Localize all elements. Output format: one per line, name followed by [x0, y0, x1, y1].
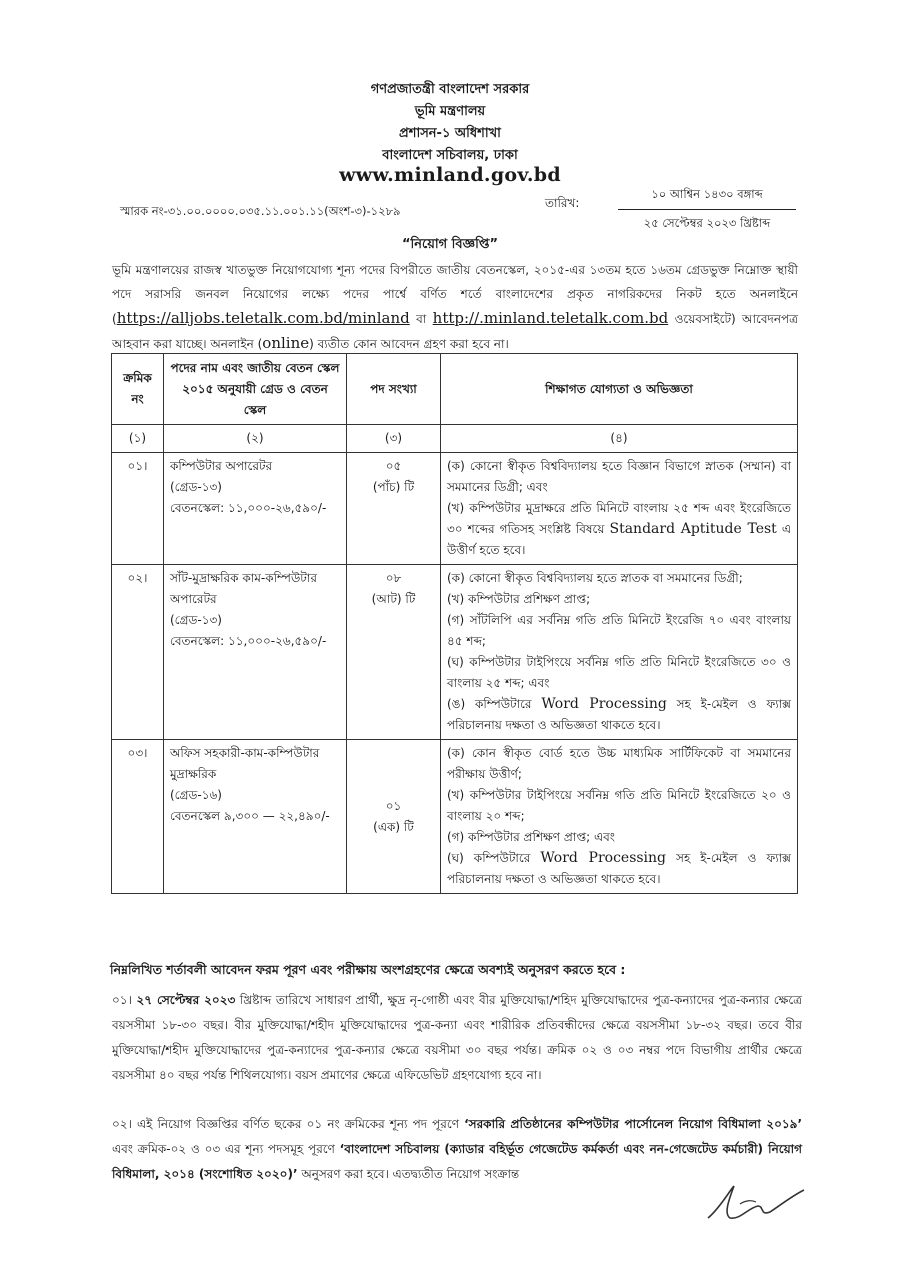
post-grade: (গ্রেড-১৩) [170, 480, 222, 494]
qual-text: (ঙ) কম্পিউটারে [447, 697, 542, 711]
term-text: এবং ক্রমিক-০২ ও ০৩ এর শূন্য পদসমূহ পূরণে [112, 1142, 340, 1156]
qual-item: (গ) কম্পিউটার প্রশিক্ষণ প্রাপ্ত; এবং [447, 830, 615, 844]
qual-item [447, 694, 791, 736]
table-row [112, 565, 798, 740]
row-qualification [441, 740, 798, 894]
count-words: (পাঁচ) টি [372, 480, 415, 494]
post-name: অফিস সহকারী-কাম-কম্পিউটার মুদ্রাক্ষরিক [170, 746, 320, 781]
qual-item [447, 498, 791, 561]
ministry-name: ভূমি মন্ত্রণালয় [414, 104, 486, 119]
post-scale: বেতনস্কেল: ১১,০০০-২৬,৫৯০/- [170, 501, 327, 515]
post-scale: বেতনস্কেল ৯,৩০০ — ২২,৪৯০/- [170, 809, 330, 823]
row-post [164, 565, 347, 740]
post-name: সাঁট-মুদ্রাক্ষরিক কাম-কম্পিউটার অপারেটর [170, 571, 317, 606]
qual-english: Word Processing [540, 850, 667, 866]
term-text: এই নিয়োগ বিজ্ঞপ্তির বর্ণিত ছকের ০১ নং ক্রমিকের শূন্য পদ পূরণে [131, 1117, 465, 1131]
post-grade: (গ্রেড-১৩) [170, 613, 222, 627]
date-english: ২৫ সেপ্টেম্বর ২০২৩ খ্রিষ্টাব্দ [643, 216, 771, 230]
notice-title: “নিয়োগ বিজ্ঞপ্তি” [401, 237, 499, 252]
header-serial: ক্রমিক নং [112, 354, 164, 425]
term-number: ০২। [112, 1117, 132, 1131]
qual-item: (ক) কোন স্বীকৃত বোর্ড হতে উচ্চ মাধ্যমিক সার্টিফিকেট বা সমমানের পরীক্ষায় উত্তীর্ণ; [447, 746, 791, 781]
website-url: www.minland.gov.bd [339, 164, 561, 186]
intro-text-4: ) ব্যতীত কোন আবেদন গ্রহণ করা হবে না। [309, 337, 509, 351]
qual-item: (খ) কম্পিউটার প্রশিক্ষণ প্রাপ্ত; [447, 592, 591, 606]
table-header-row [112, 354, 798, 425]
teletalk-link[interactable]: http://.minland.teletalk.com.bd [432, 309, 669, 327]
header-qualification: শিক্ষাগত যোগ্যতা ও অভিজ্ঞতা [441, 354, 798, 425]
branch-name: প্রশাসন-১ অধিশাখা [399, 126, 501, 141]
row-serial: ০৩। [112, 740, 164, 894]
qual-english: Standard Aptitude Test [609, 521, 777, 537]
col-number: (৪) [441, 425, 798, 453]
post-name: কম্পিউটার অপারেটর [170, 459, 273, 473]
qual-item: (ঘ) কম্পিউটার টাইপিংয়ে সর্বনিম্ন গতি প্রতি মিনিটে ইংরেজিতে ৩০ ও বাংলায় ২৫ শব্দ; এবং [447, 655, 791, 690]
term-paragraph-1 [112, 988, 802, 1088]
date-bangla: ১০ আশ্বিন ১৪৩০ বঙ্গাব্দ [618, 186, 796, 210]
date-label: তারিখ: [545, 196, 580, 210]
rule-name-1: ‘সরকারি প্রতিষ্ঠানের কম্পিউটার পার্সোনেল নিয়োগ বিধিমালা ২০১৯’ [464, 1117, 802, 1131]
row-serial: ০২। [112, 565, 164, 740]
qual-item: (ক) কোনো স্বীকৃত বিশ্ববিদ্যালয় হতে বিজ্ঞান বিভাগে স্নাতক (সম্মান) বা সমমানের ডিগ্রী; এবং [447, 459, 791, 494]
qual-text: এ উত্তীর্ণ হতে হবে। [447, 522, 791, 557]
qual-english: Word Processing [541, 696, 667, 712]
column-number-row [112, 425, 798, 453]
alljobs-link[interactable]: https://alljobs.teletalk.com.bd/minland [116, 309, 410, 327]
term-paragraph-2 [112, 1112, 802, 1187]
count-number: ০৮ [385, 571, 402, 585]
term-text: খ্রিষ্টাব্দ তারিখে সাধারণ প্রার্থী, ক্ষুদ্র নৃ-গোষ্ঠী এবং বীর মুক্তিযোদ্ধা/শহিদ মুক্তিযোদ্ধাদের পুত্র-কন্যাদের পুত্র-কন্যার ক্ষেত্রে বয়সসীমা ১৮-৩০ বছর। বীর মুক্তিযোদ্ধা/শহীদ মুক্তিযোদ্ধাদের পুত্র-কন্যা এবং শারীরিক প্রতিবন্ধীদের ক্ষেত্রে বয়সসীমা ১৮-৩২ বছর। তবে বীর মুক্তিযোদ্ধা/শহীদ মুক্তিযোদ্ধাদের পুত্র-কন্যাদের পুত্র-কন্যার ক্ষেত্রে বয়সীমা ৩০ বছর পর্যন্ত। ক্রমিক ০২ ও ০৩ নম্বর পদে বিভাগীয় প্রার্থীর ক্ষেত্রে বয়সসীমা ৪০ বছর পর্যন্ত শিথিলযোগ্য। বয়স প্রমাণের ক্ষেত্রে এফিডেভিট গ্রহণযোগ্য হবে না। [112, 993, 802, 1082]
row-count [347, 565, 441, 740]
office-address: বাংলাদেশ সচিবালয়, ঢাকা [382, 148, 518, 163]
qual-text: (খ) কম্পিউটার মুদ্রাক্ষরে প্রতি মিনিটে বাংলায় ২৫ শব্দ এবং ইংরেজিতে ৩০ শব্দের গতিসহ সংশ্লিষ্ট বিষয়ে [447, 501, 791, 536]
posts-table [111, 353, 798, 894]
post-grade: (গ্রেড-১৬) [170, 788, 222, 802]
qual-text: সহ ই-মেইল ও ফ্যাক্স পরিচালনায় দক্ষতা ও অভিজ্ঞতা থাকতে হবে। [447, 697, 791, 732]
intro-text-3: ওয়েবসাইটে) আবেদনপত্র আহবান করা যাচ্ছে। অনলাইন ( [112, 312, 798, 351]
qual-item [447, 848, 791, 890]
qual-text: (ঘ) কম্পিউটারে [447, 851, 541, 865]
terms-heading: নিম্নলিখিত শর্তাবলী আবেদন ফরম পূরণ এবং পরীক্ষায় অংশগ্রহণের ক্ষেত্রে অবশ্যই অনুসরণ করতে হবে : [110, 962, 626, 977]
col-number: (৩) [347, 425, 441, 453]
row-post [164, 740, 347, 894]
row-count [347, 453, 441, 565]
qual-item: (ক) কোনো স্বীকৃত বিশ্ববিদ্যালয় হতে স্নাতক বা সমমানের ডিগ্রী; [447, 571, 743, 585]
date-box [618, 186, 796, 234]
col-number: (১) [112, 425, 164, 453]
qual-item: (গ) সাঁটলিপি এর সর্বনিম্ন গতি প্রতি মিনিটে ইংরেজি ৭০ এবং বাংলায় ৪৫ শব্দ; [447, 613, 791, 648]
qual-item: (খ) কম্পিউটার টাইপিংয়ে সর্বনিম্ন গতি প্রতি মিনিটে ইংরেজিতে ২০ ও বাংলায় ২০ শব্দ; [447, 788, 791, 823]
row-post [164, 453, 347, 565]
intro-paragraph [112, 258, 798, 356]
intro-text-2: বা [409, 312, 433, 326]
term-text: অনুসরণ করা হবে। এতদ্ব্যতীত নিয়োগ সংক্রান্ত [297, 1167, 520, 1181]
header-count: পদ সংখ্যা [347, 354, 441, 425]
row-serial: ০১। [112, 453, 164, 565]
row-qualification [441, 565, 798, 740]
count-number: ০৫ [385, 459, 402, 473]
count-words: (আট) টি [371, 592, 416, 606]
online-word: online [262, 334, 310, 352]
intro-text-1: ভূমি মন্ত্রণালয়ের রাজস্ব খাতভুক্ত নিয়োগযোগ্য শূন্য পদের বিপরীতে জাতীয় বেতনস্কেল, ২০১৫-এর ১৩তম হতে ১৬তম গ্রেডভুক্ত নিম্নোক্ত স্থায়ী পদে সরাসরি জনবল নিয়োগের লক্ষ্যে পদের পার্শ্বে বর্ণিত শর্তে বাংলাদেশের প্রকৃত নাগরিকদের নিকট হতে অনলাইনে ( [112, 263, 798, 326]
signature-icon [700, 1178, 810, 1228]
row-qualification [441, 453, 798, 565]
term-number: ০১। [112, 993, 132, 1007]
memo-reference: স্মারক নং-৩১.০০.০০০০.০৩৫.১১.০০১.১১(অংশ-৩)-১২৮৯ [120, 204, 401, 218]
col-number: (২) [164, 425, 347, 453]
table-row [112, 740, 798, 894]
qual-text: সহ ই-মেইল ও ফ্যাক্স পরিচালনায় দক্ষতা ও অভিজ্ঞতা থাকতে হবে। [447, 851, 791, 886]
header-post: পদের নাম এবং জাতীয় বেতন স্কেল ২০১৫ অনুযায়ী গ্রেড ও বেতন স্কেল [164, 354, 347, 425]
term-date: ২৭ সেপ্টেম্বর ২০২৩ [136, 993, 236, 1007]
rule-name-2: ‘বাংলাদেশ সচিবালয় (ক্যাডার বহির্ভূত গেজেটেড কর্মকর্তা এবং নন-গেজেটেড কর্মচারী) নিয়োগ বিধিমালা, ২০১৪ (সংশোধিত ২০২০)’ [112, 1142, 802, 1181]
count-words: (এক) টি [373, 819, 414, 834]
row-count [347, 740, 441, 894]
table-row [112, 453, 798, 565]
post-scale: বেতনস্কেল: ১১,০০০-২৬,৫৯০/- [170, 634, 327, 648]
count-number: ০১ [385, 798, 402, 813]
govt-name: গণপ্রজাতন্ত্রী বাংলাদেশ সরকার [370, 82, 530, 97]
